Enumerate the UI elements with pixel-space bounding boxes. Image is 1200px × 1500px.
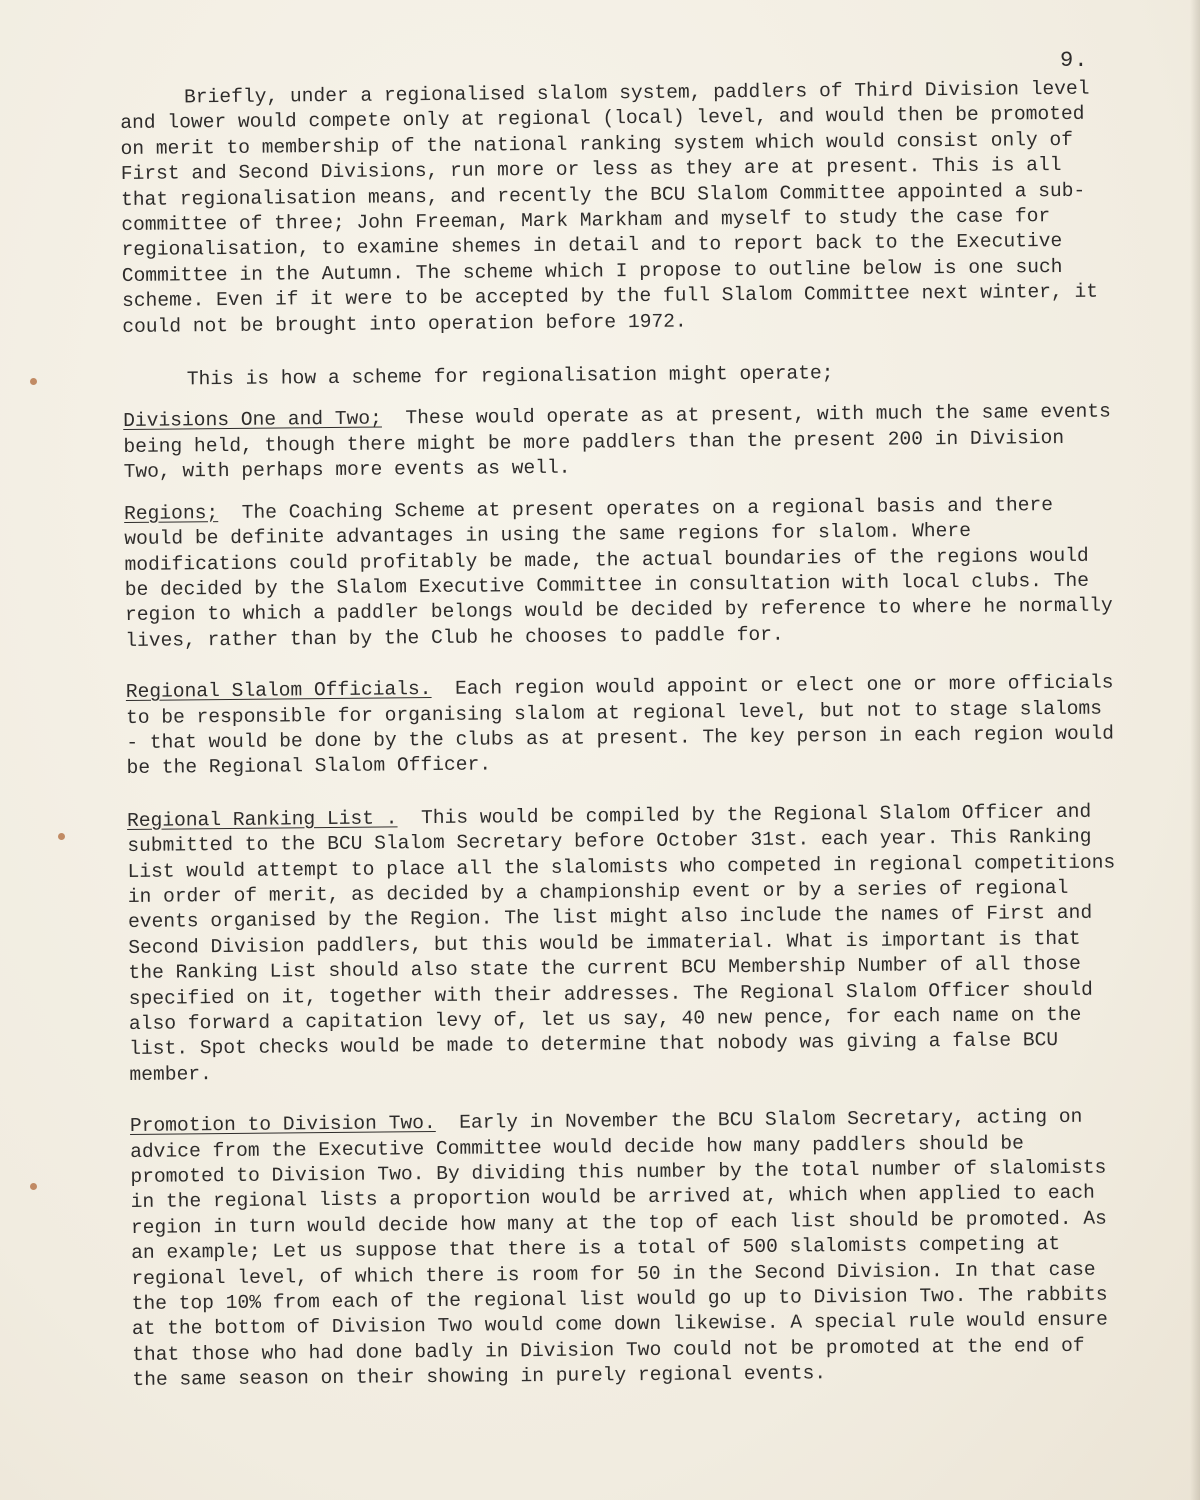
promotion-heading: Promotion to Division Two. xyxy=(129,1112,436,1138)
divisions-heading: Divisions One and Two; xyxy=(123,407,383,433)
paper-stain xyxy=(58,833,65,840)
ranking-paragraph xyxy=(126,799,1128,1088)
divisions-text: These would operate as at present, with much the same events being held, though there might be more paddlers than the present 200 in Division Two, with perhaps more events as well. xyxy=(123,400,1123,484)
typed-text-body xyxy=(120,76,1128,1393)
officials-text: Each region would appoint or elect one or more officials to be responsible for organising slalom at regional level, but not to stage slaloms - that would be done by the clubs as at present. The key person in each region would be the Regional Slalom Officer. xyxy=(125,671,1126,780)
ranking-text: This would be compiled by the Regional Slalom Officer and submitted to the BCU Slalom Secretary before October 31st. each year. This Ranking List would attempt to place all the slalomists who competed in regional competitions in order of merit, as decided by a championship event or by a series of regional events organised by the Region. The list might also include the names of First and Second Division paddlers, but this would be immaterial. What is important is that the Ranking List should also state the current BCU Membership Number of all those specified on it, together with their addresses. The Regional Slalom Officer should also forward a capitation levy of, let us say, 40 new pence, for each name on the list. Spot checks would be made to determine that nobody was giving a false BCU member. xyxy=(127,800,1128,1086)
paper-stain xyxy=(30,1183,37,1190)
page-edge-shadow xyxy=(1190,0,1200,1500)
lead-in-paragraph: This is how a scheme for regionalisation might operate; xyxy=(186,362,834,391)
ranking-heading: Regional Ranking List . xyxy=(126,807,398,832)
promotion-paragraph xyxy=(130,1105,1123,1394)
regions-paragraph xyxy=(123,492,1125,654)
regions-heading: Regions; xyxy=(123,501,219,525)
paper-stain xyxy=(30,378,37,385)
officials-paragraph xyxy=(125,671,1126,782)
divisions-paragraph xyxy=(123,400,1123,486)
intro-paragraph: Briefly, under a regionalised slalom system, paddlers of Third Division level and lower would compete only at regional (local) level, and would then be promoted on merit to membership of the national ranking system which would consist only of First and Second Divisions, run more or less as they are at present. This is all that regionalisation means, and recently the BCU Slalom Committee appointed a sub-committee of three; John Freeman, Mark Markham and myself to study the case for regionalisation, to examine shemes in detail and to report back to the Executive Committee in the Autumn. The scheme which I propose to outline below is one such scheme. Even if it were to be accepted by the full Slalom Committee next winter, it could not be brought into operation before 1972. xyxy=(120,77,1110,338)
regions-text: The Coaching Scheme at present operates on a regional basis and there would be definite advantages in using the same regions for slalom. Where modifications could profitably be made, the actual boundaries of the regions would be decided by the Slalom Executive Committee in consultation with local clubs. The region to which a paddler belongs would be decided by reference to where he normally lives, rather than by the Club he chooses to paddle for. xyxy=(124,493,1125,652)
page-number: 9. xyxy=(1060,48,1089,73)
promotion-text: Early in November the BCU Slalom Secretary, acting on advice from the Executive Committee would decide how many paddlers should be promoted to Division Two. By dividing this number by the total number of slalomists in the regional lists a proportion would be arrived at, which when applied to each region in turn would decide how many at the top of each list should be promoted. As an example; Let us suppose that there is a total of 500 slalomists competing at regional level, of which there is room for 50 in the Second Division. In that case the top 10% from each of the regional list would go up to Division Two. The rabbits at the bottom of Division Two would come down likewise. A special rule would ensure that those who had done badly in Division Two could not be promoted at the end of the same season on their showing in purely regional events. xyxy=(130,1105,1120,1392)
officials-heading: Regional Slalom Officials. xyxy=(125,678,432,704)
